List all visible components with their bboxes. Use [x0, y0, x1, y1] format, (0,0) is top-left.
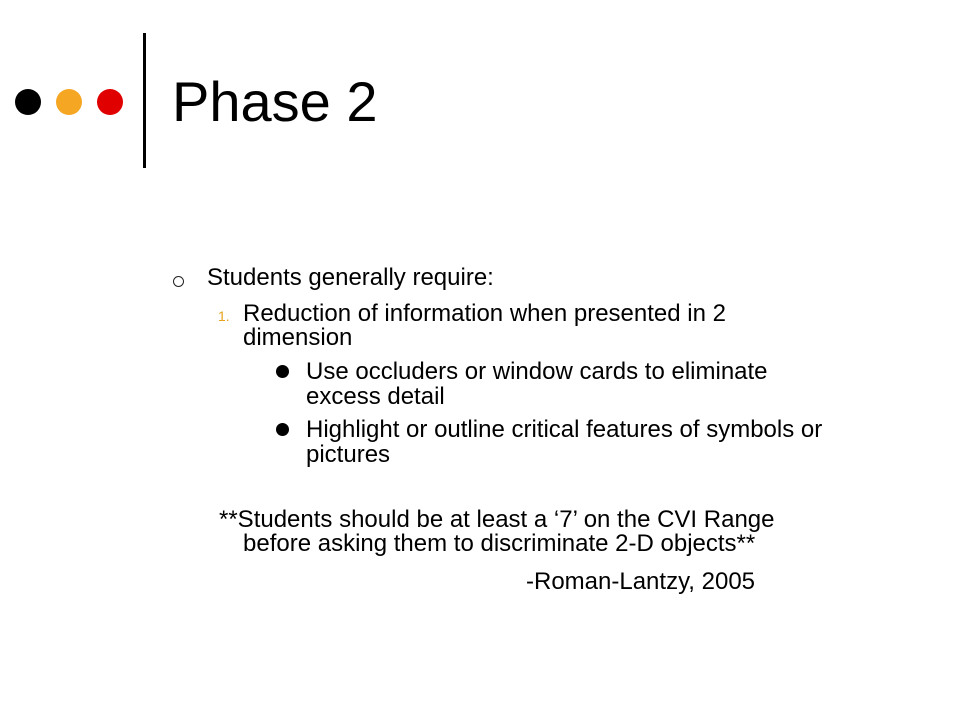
black-dot-icon: [15, 89, 41, 115]
red-dot-icon: [97, 89, 123, 115]
disc-bullet-icon: [276, 365, 289, 378]
note-line1: **Students should be at least a ‘7’ on the CVI Range: [219, 506, 775, 533]
orange-dot-icon: [56, 89, 82, 115]
title-divider: [143, 33, 146, 168]
disc-bullet-icon: [276, 423, 289, 436]
list-number-marker: 1.: [218, 308, 230, 324]
sub-bullet-2-line1: Highlight or outline critical features of symbols or: [306, 416, 823, 443]
citation: -Roman-Lantzy, 2005: [526, 568, 756, 595]
numbered-item-line2: dimension: [243, 324, 353, 351]
bullet-students-require: Students generally require:: [207, 264, 494, 291]
ring-bullet-icon: [173, 276, 184, 287]
sub-bullet-2-line2: pictures: [306, 441, 391, 468]
slide-title: Phase 2: [172, 70, 378, 133]
sub-bullet-1-line2: excess detail: [306, 383, 445, 410]
numbered-item-line1: Reduction of information when presented in 2: [243, 300, 726, 327]
sub-bullet-1-line1: Use occluders or window cards to eliminate: [306, 358, 768, 385]
note-line2: before asking them to discriminate 2-D objects**: [243, 530, 756, 557]
